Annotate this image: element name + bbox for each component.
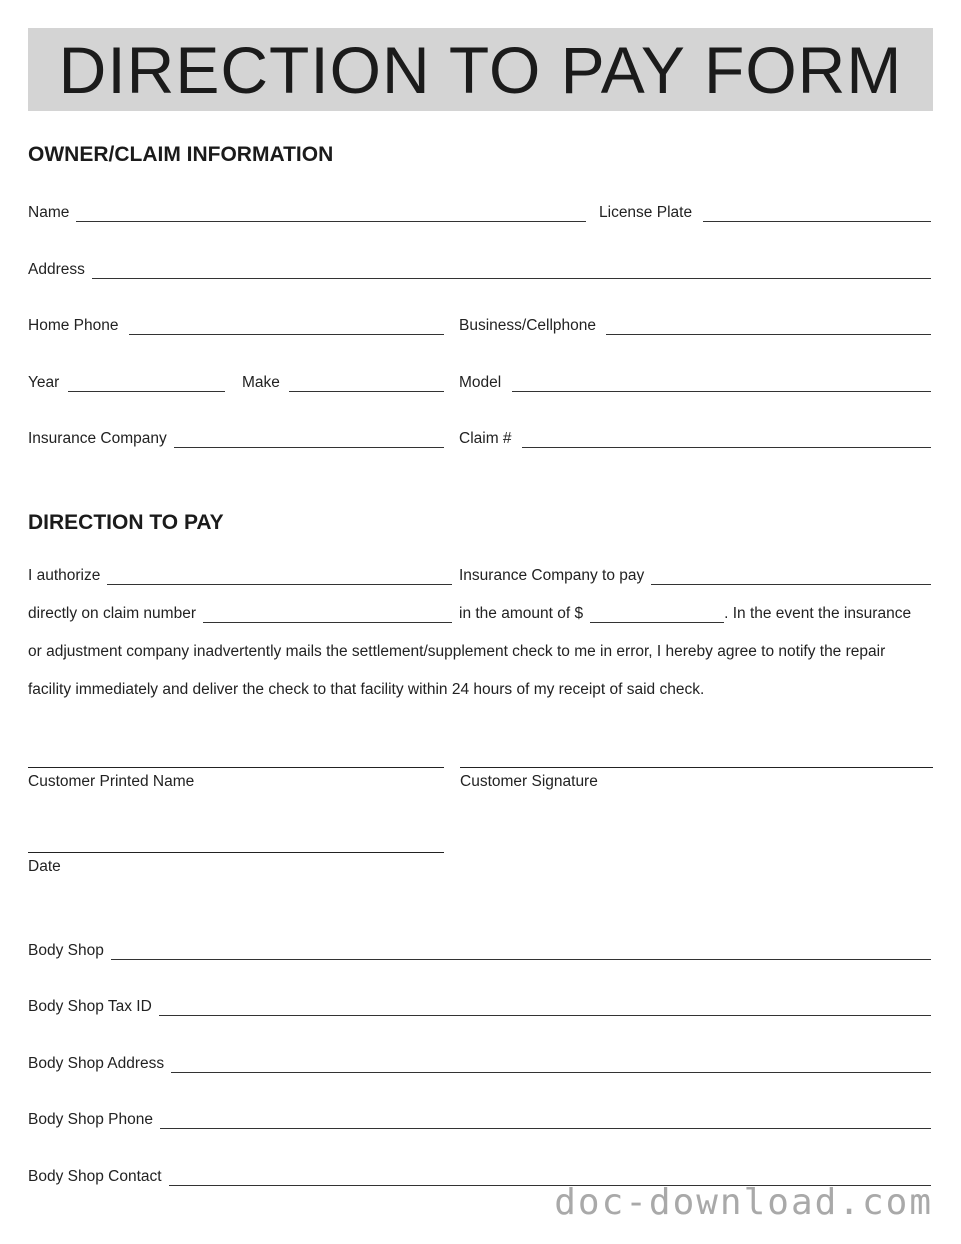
body-shop-tax-id-label: Body Shop Tax ID [28,998,152,1015]
authorize-company-field[interactable] [107,570,452,585]
business-phone-row [459,317,931,335]
home-phone-row [28,317,444,335]
watermark-text: doc-download.com [554,1182,933,1223]
paragraph-line-4: facility immediately and deliver the check to that facility within 24 hours of my receipt of said check. [28,681,705,698]
date-label: Date [28,858,61,875]
signature-label: Customer Signature [460,773,598,790]
address-label: Address [28,261,85,278]
amount-label: in the amount of $ [459,605,584,622]
printed-name-line[interactable] [28,767,444,768]
claim-number-field[interactable] [203,608,452,623]
model-label: Model [459,374,502,391]
name-field[interactable] [76,207,586,222]
name-row [28,204,586,222]
authorize-row [28,567,452,585]
body-shop-label: Body Shop [28,942,104,959]
body-shop-phone-label: Body Shop Phone [28,1111,153,1128]
year-field[interactable] [68,377,225,392]
form-title: DIRECTION TO PAY FORM [58,32,903,107]
signature-line[interactable] [460,767,933,768]
body-shop-tax-id-field[interactable] [159,1001,931,1016]
model-field[interactable] [512,377,931,392]
title-banner [28,28,933,111]
authorize-label: I authorize [28,567,101,584]
business-phone-field[interactable] [606,320,931,335]
body-shop-row [28,942,931,960]
event-text: . In the event the insurance [724,605,912,622]
direction-section-heading: DIRECTION TO PAY [28,511,224,534]
address-row [28,261,931,279]
body-shop-address-label: Body Shop Address [28,1055,165,1072]
claim-row [459,430,931,448]
claim-label: Claim # [459,430,512,447]
model-row [459,374,931,392]
license-plate-label: License Plate [599,204,693,221]
insurance-company-label: Insurance Company [28,430,167,447]
make-field[interactable] [289,377,444,392]
paragraph-line-3: or adjustment company inadvertently mails the settlement/supplement check to me in error, I hereby agree to notify the repair [28,643,886,660]
body-shop-contact-label: Body Shop Contact [28,1168,162,1185]
claim-field[interactable] [522,433,931,448]
address-field[interactable] [92,264,931,279]
year-row [28,374,225,392]
printed-name-label: Customer Printed Name [28,773,195,790]
license-plate-field[interactable] [703,207,931,222]
body-shop-tax-id-row [28,998,931,1016]
pay-to-field[interactable] [651,570,931,585]
home-phone-label: Home Phone [28,317,119,334]
name-label: Name [28,204,70,221]
claim-number-row [28,605,452,623]
claim-number-label: directly on claim number [28,605,196,622]
insurance-company-field[interactable] [174,433,444,448]
year-label: Year [28,374,60,391]
insurance-company-row [28,430,444,448]
amount-row [459,605,931,623]
date-line[interactable] [28,852,444,853]
amount-field[interactable] [590,608,724,623]
body-shop-address-field[interactable] [171,1058,931,1073]
make-label: Make [242,374,280,391]
home-phone-field[interactable] [129,320,444,335]
body-shop-address-row [28,1055,931,1073]
body-shop-phone-row [28,1111,931,1129]
pay-to-row [459,567,931,585]
owner-section-heading: OWNER/CLAIM INFORMATION [28,143,334,166]
body-shop-field[interactable] [111,945,931,960]
body-shop-phone-field[interactable] [160,1114,931,1129]
license-plate-row [599,204,931,222]
insurance-to-pay-label: Insurance Company to pay [459,567,645,584]
make-row [242,374,444,392]
business-phone-label: Business/Cellphone [459,317,597,334]
